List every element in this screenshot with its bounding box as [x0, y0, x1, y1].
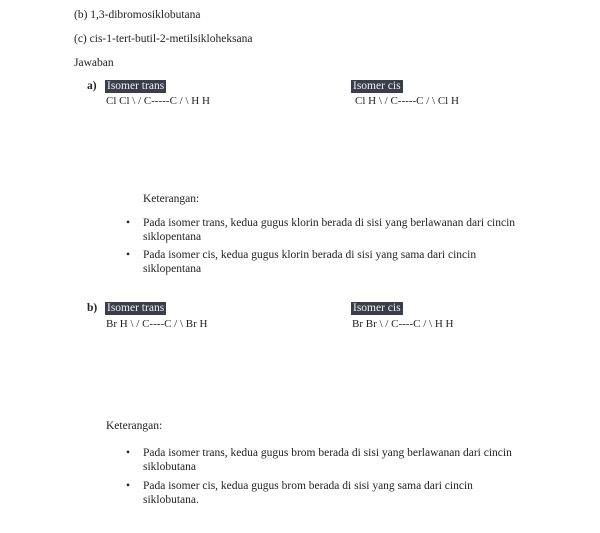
- note-line: siklobutana: [143, 461, 197, 473]
- formula-row: C-----C: [390, 95, 424, 107]
- note-line: siklopentana: [143, 231, 202, 243]
- formula-row: \ /: [132, 95, 142, 107]
- part-a-note-2: [126, 248, 477, 276]
- note-line: siklopentana: [143, 263, 202, 275]
- formula-row: / \: [426, 95, 436, 107]
- note-line: Pada isomer trans, kedua gugus klorin berada di sisi yang berlawanan dari cincin: [143, 217, 516, 229]
- bullet: •: [126, 249, 131, 261]
- part-a-notes-title: Keterangan:: [143, 193, 200, 205]
- bullet: •: [126, 480, 131, 492]
- formula-row: C----C: [391, 318, 421, 330]
- formula-row: / \: [174, 318, 184, 330]
- formula-row: \ /: [379, 318, 389, 330]
- question-c-line: (c) cis-1-tert-butil-2-metilsikloheksana: [74, 33, 253, 45]
- note-line: Pada isomer cis, kedua gugus klorin berada di sisi yang sama dari cincin: [143, 249, 477, 261]
- note-line: Pada isomer trans, kedua gugus brom berada di sisi yang berlawanan dari cincin: [143, 447, 512, 459]
- answer-label: Jawaban: [74, 57, 114, 69]
- formula-row: \ /: [130, 318, 140, 330]
- formula-row: C-----C: [143, 95, 177, 107]
- formula-row: Cl H: [355, 95, 377, 107]
- question-b-line: (b) 1,3-dibromosiklobutana: [74, 9, 201, 21]
- part-a-trans-formula: [106, 94, 210, 108]
- part-b-trans-title: Isomer trans: [107, 302, 165, 314]
- part-a-trans-title: Isomer trans: [107, 80, 165, 92]
- part-a-label: a): [87, 80, 97, 92]
- part-a-note-1: [126, 216, 516, 244]
- formula-row: C----C: [142, 318, 172, 330]
- formula-row: / \: [423, 318, 433, 330]
- part-b-cis-title: Isomer cis: [353, 302, 401, 314]
- part-a-cis-formula: [355, 94, 459, 108]
- formula-row: / \: [179, 95, 189, 107]
- bullet: •: [126, 217, 131, 229]
- bullet: •: [126, 447, 131, 459]
- formula-row: Br Br: [352, 318, 377, 330]
- part-b-note-2: [126, 479, 473, 507]
- formula-row: Cl Cl: [106, 95, 130, 107]
- part-b-trans-formula: [106, 317, 207, 331]
- formula-row: H H: [434, 318, 454, 330]
- note-line: Pada isomer cis, kedua gugus brom berada di sisi yang sama dari cincin: [143, 480, 473, 492]
- formula-row: Br H: [185, 318, 208, 330]
- part-b-notes-title: Keterangan:: [106, 420, 163, 432]
- formula-row: Br H: [106, 318, 128, 330]
- note-line: siklobutana.: [143, 494, 199, 506]
- formula-row: \ /: [378, 95, 388, 107]
- formula-row: H H: [191, 95, 210, 107]
- part-a-cis-title: Isomer cis: [353, 80, 401, 92]
- part-b-cis-formula: [352, 317, 453, 331]
- part-b-note-1: [126, 446, 512, 474]
- part-b-label: b): [87, 302, 98, 314]
- formula-row: Cl H: [437, 95, 459, 107]
